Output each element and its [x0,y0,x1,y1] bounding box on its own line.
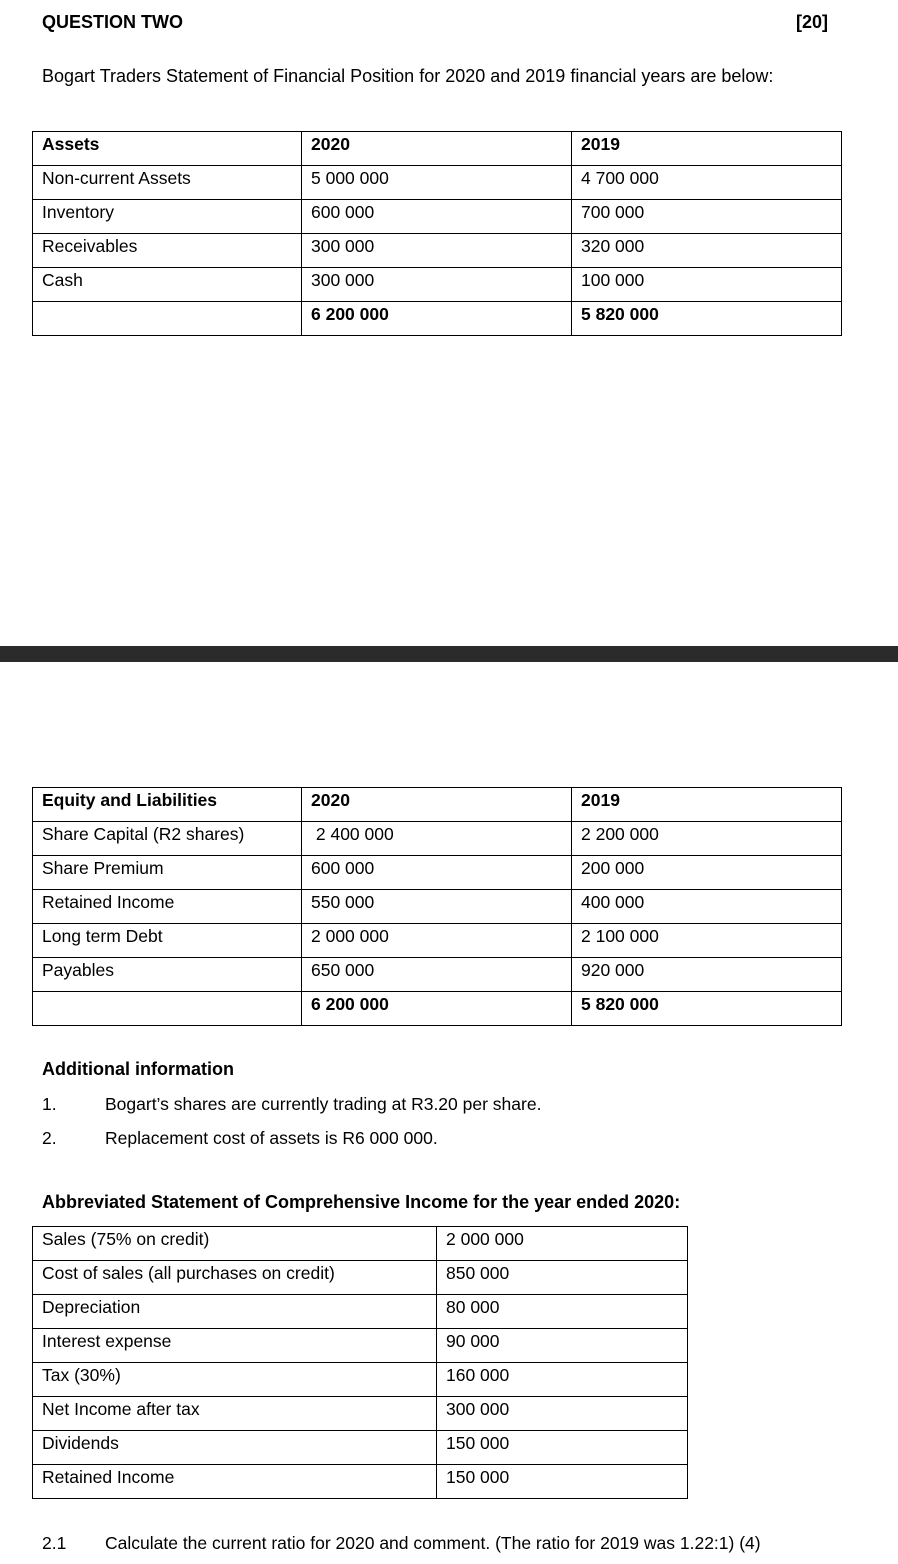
cell-2019: 320 000 [572,234,842,268]
row-label: Retained Income [33,890,302,924]
table-row [33,1227,688,1261]
question-title: QUESTION TWO [42,12,183,32]
income-statement-heading: Abbreviated Statement of Comprehensive Income for the year ended 2020: [42,1192,681,1212]
header-cell: Assets [33,132,302,166]
cell-2019: 4 700 000 [572,166,842,200]
row-label: Share Premium [33,856,302,890]
income-statement-table [32,1226,688,1499]
table-row [33,1431,688,1465]
cell-2019: 200 000 [572,856,842,890]
cell-2019: 700 000 [572,200,842,234]
table-row [33,958,842,992]
cell-2019: 2 200 000 [572,822,842,856]
row-label: Depreciation [33,1295,437,1329]
row-value: 850 000 [437,1261,688,1295]
total-row [33,992,842,1026]
row-label: Share Capital (R2 shares) [33,822,302,856]
header-cell: 2020 [302,132,572,166]
header-cell: 2019 [572,788,842,822]
cell-2020: 5 000 000 [302,166,572,200]
question-number: 2.1 [42,1533,67,1553]
total-row [33,302,842,336]
cell-2020: 300 000 [302,268,572,302]
list-item-number: 2. [42,1128,57,1148]
cell-2019: 100 000 [572,268,842,302]
row-label: Inventory [33,200,302,234]
table-row [33,1261,688,1295]
row-value: 300 000 [437,1397,688,1431]
header-cell: 2019 [572,132,842,166]
cell-2020: 600 000 [302,200,572,234]
table-row [33,166,842,200]
table-row [33,924,842,958]
table-header-row [33,132,842,166]
row-value: 2 000 000 [437,1227,688,1261]
row-value: 80 000 [437,1295,688,1329]
table-row [33,822,842,856]
table-row [33,1397,688,1431]
list-item-number: 1. [42,1094,57,1114]
row-label: Net Income after tax [33,1397,437,1431]
intro-text: Bogart Traders Statement of Financial Position for 2020 and 2019 financial years are below: [42,66,774,86]
cell-2020: 2 400 000 [302,822,572,856]
cell-2019: 2 100 000 [572,924,842,958]
cell-2019: 920 000 [572,958,842,992]
cell-2020: 600 000 [302,856,572,890]
total-2019: 5 820 000 [572,302,842,336]
row-value: 150 000 [437,1431,688,1465]
table-row [33,1363,688,1397]
page-divider [0,646,898,662]
table-row [33,234,842,268]
row-label: Retained Income [33,1465,437,1499]
additional-info-heading: Additional information [42,1059,234,1079]
list-item-text: Replacement cost of assets is R6 000 000. [105,1128,438,1148]
cell-2020: 650 000 [302,958,572,992]
table-row [33,200,842,234]
header-cell: 2020 [302,788,572,822]
row-label: Receivables [33,234,302,268]
assets-table [32,131,842,336]
row-value: 150 000 [437,1465,688,1499]
header-cell: Equity and Liabilities [33,788,302,822]
row-label: Interest expense [33,1329,437,1363]
row-label [33,302,302,336]
row-label [33,992,302,1026]
row-label: Non-current Assets [33,166,302,200]
total-2020: 6 200 000 [302,302,572,336]
row-label: Sales (75% on credit) [33,1227,437,1261]
row-label: Payables [33,958,302,992]
cell-2020: 2 000 000 [302,924,572,958]
table-row [33,1465,688,1499]
row-label: Cash [33,268,302,302]
row-label: Cost of sales (all purchases on credit) [33,1261,437,1295]
table-header-row [33,788,842,822]
total-2019: 5 820 000 [572,992,842,1026]
question-marks: [20] [795,12,828,32]
question-text: Calculate the current ratio for 2020 and comment. (The ratio for 2019 was 1.22:1) (4) [105,1533,761,1553]
liabilities-table [32,787,842,1026]
row-value: 90 000 [437,1329,688,1363]
row-value: 160 000 [437,1363,688,1397]
cell-2019: 400 000 [572,890,842,924]
table-row [33,268,842,302]
list-item-text: Bogart’s shares are currently trading at R3.20 per share. [105,1094,542,1114]
row-label: Long term Debt [33,924,302,958]
row-label: Dividends [33,1431,437,1465]
cell-2020: 300 000 [302,234,572,268]
table-row [33,856,842,890]
table-row [33,890,842,924]
total-2020: 6 200 000 [302,992,572,1026]
row-label: Tax (30%) [33,1363,437,1397]
table-row [33,1329,688,1363]
cell-2020: 550 000 [302,890,572,924]
table-row [33,1295,688,1329]
